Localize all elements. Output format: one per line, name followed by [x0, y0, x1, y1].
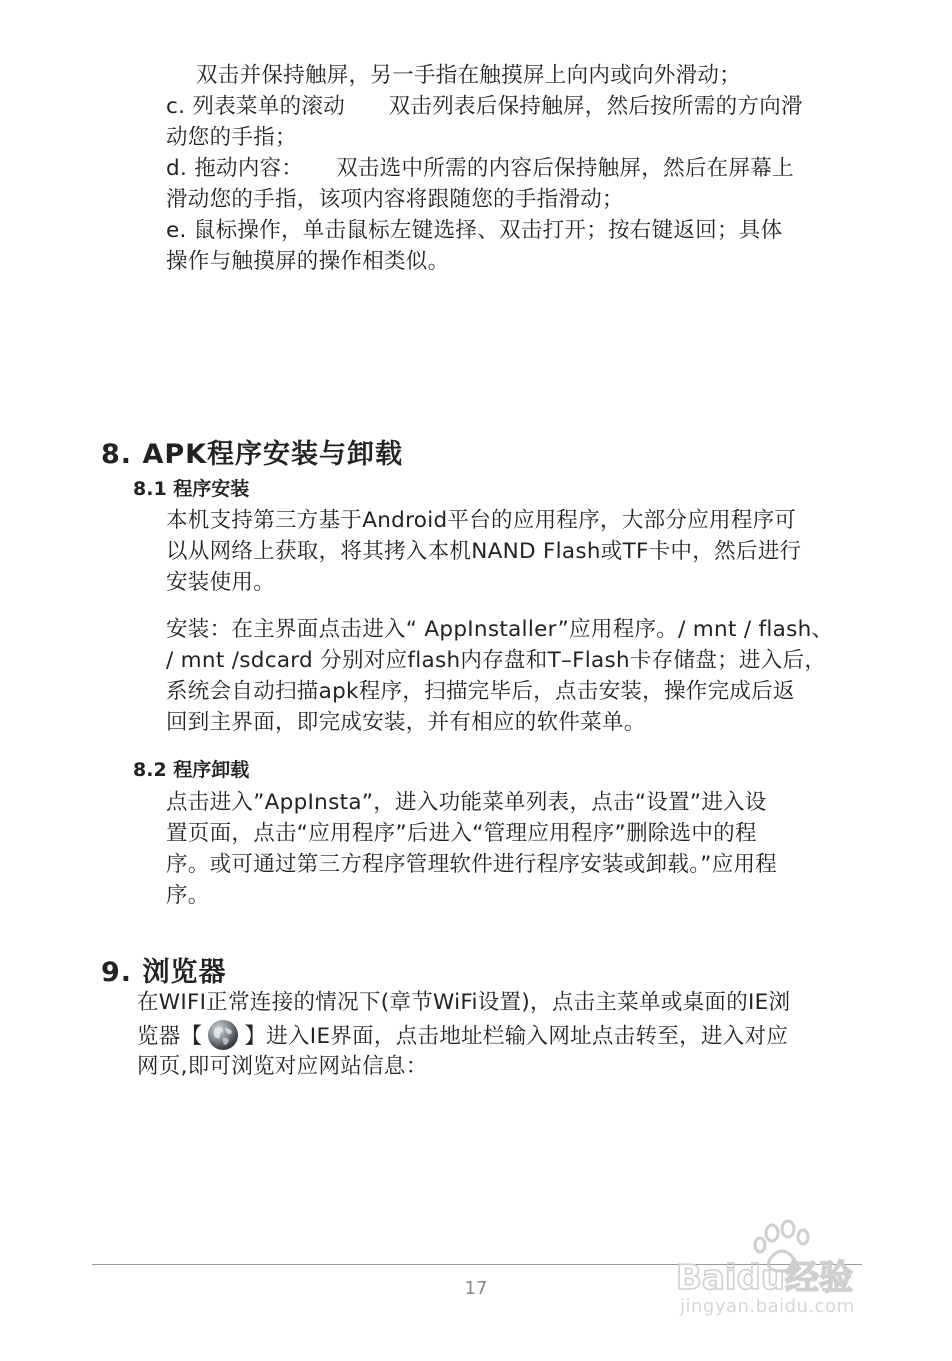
text-line: 安装：在主界面点击进入“ AppInstaller”应用程序。/ mnt / flash、	[166, 617, 834, 642]
text-line-with-icon	[137, 1020, 788, 1052]
text-line: 序。	[166, 883, 210, 908]
text-line: 动您的手指；	[166, 125, 297, 150]
text-line: 本机支持第三方基于Android平台的应用程序，大部分应用程序可	[166, 508, 797, 533]
text-line: 点击进入”AppInsta”，进入功能菜单列表，点击“设置”进入设	[166, 790, 767, 815]
page-number: 17	[464, 1278, 488, 1299]
section-9-title: 9. 浏览器	[101, 957, 227, 988]
watermark-logo-text: Baidu经验	[676, 1258, 854, 1295]
text-line: 操作与触摸屏的操作相类似。	[166, 249, 450, 274]
section-8-2-title: 8.2 程序卸载	[133, 759, 250, 781]
text-fragment: 】进入IE界面，点击地址栏输入网址点击转至，进入对应	[244, 1024, 789, 1049]
text-line: / mnt /sdcard 分别对应flash内存盘和T–Flash卡存储盘；进入后，	[166, 648, 827, 673]
text-line: 双击并保持触屏，另一手指在触摸屏上向内或向外滑动；	[196, 63, 742, 88]
baidu-jingyan-watermark	[670, 1215, 900, 1299]
section-8-1-title: 8.1 程序安装	[133, 478, 250, 500]
text-line: 在WIFI正常连接的情况下(章节WiFi设置)，点击主菜单或桌面的IE浏	[137, 990, 791, 1015]
text-line: 滑动您的手指，该项内容将跟随您的手指滑动；	[166, 187, 624, 212]
text-line: c. 列表菜单的滚动 双击列表后保持触屏，然后按所需的方向滑	[166, 94, 803, 119]
text-line: 回到主界面，即完成安装，并有相应的软件菜单。	[166, 710, 646, 735]
text-line: 系统会自动扫描apk程序，扫描完毕后，点击安装，操作完成后返	[166, 679, 795, 704]
watermark-url: jingyan.baidu.com	[680, 1296, 855, 1317]
globe-icon	[208, 1020, 238, 1050]
text-line: 网页,即可浏览对应网站信息：	[137, 1054, 428, 1079]
section-8-title: 8. APK程序安装与卸载	[101, 439, 404, 470]
text-line: 置页面，点击“应用程序”后进入“管理应用程序”删除选中的程	[166, 821, 757, 846]
text-line: e. 鼠标操作，单击鼠标左键选择、双击打开；按右键返回；具体	[166, 218, 783, 243]
text-line: 安装使用。	[166, 570, 276, 595]
text-line: 以从网络上获取，将其拷入本机NAND Flash或TF卡中，然后进行	[166, 539, 802, 564]
text-line: d. 拖动内容： 双击选中所需的内容后保持触屏，然后在屏幕上	[166, 156, 794, 181]
paw-logo-icon	[670, 1215, 900, 1295]
text-fragment: 览器【	[137, 1024, 203, 1049]
text-line: 序。或可通过第三方程序管理软件进行程序安装或卸载。”应用程	[166, 852, 778, 877]
